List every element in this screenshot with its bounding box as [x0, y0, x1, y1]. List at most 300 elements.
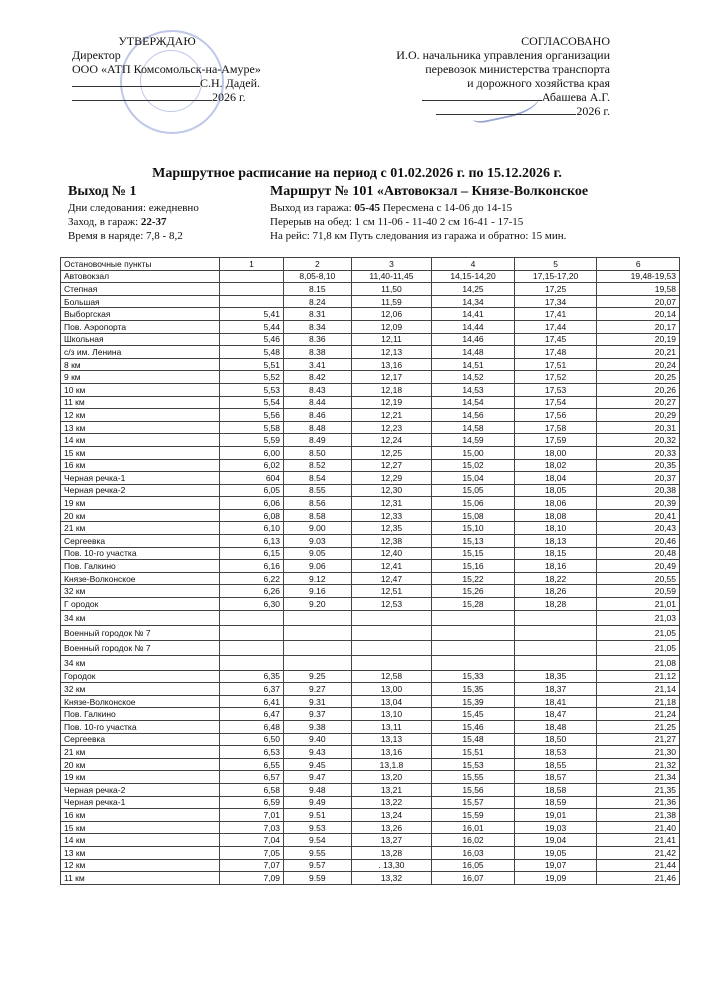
approve-org: ООО «АТП Комсомольск-на-Амуре»	[72, 62, 261, 76]
time-cell: 21,12	[597, 670, 680, 683]
stop-name: 34 км	[61, 610, 220, 625]
table-row	[61, 371, 680, 384]
time-cell: 13,32	[351, 872, 432, 885]
time-cell: 9.47	[284, 771, 352, 784]
time-cell: 20,55	[597, 572, 680, 585]
stop-name: 8 км	[61, 358, 220, 371]
time-cell: 12,58	[351, 670, 432, 683]
time-cell: 12,09	[351, 320, 432, 333]
time-cell	[284, 655, 352, 670]
table-row	[61, 509, 680, 522]
depart-info: Выход из гаража: 05-45 Пересмена с 14-06 до 14-15	[270, 202, 513, 214]
time-cell: 16,01	[432, 821, 515, 834]
time-cell: 15,16	[432, 560, 515, 573]
duration-info: Время в наряде: 7,8 - 8,2	[68, 230, 183, 242]
time-cell: 13,21	[351, 783, 432, 796]
time-cell: 21,41	[597, 834, 680, 847]
time-cell: 14,54	[432, 396, 515, 409]
time-cell: 14,53	[432, 383, 515, 396]
route-name: Маршрут № 101 «Автовокзал – Князе-Волконское	[270, 184, 589, 199]
stop-name: 32 км	[61, 683, 220, 696]
time-cell: 16,05	[432, 859, 515, 872]
time-cell: 21,44	[597, 859, 680, 872]
time-cell: 6,22	[220, 572, 284, 585]
stop-name: Пов. Галкино	[61, 560, 220, 573]
time-cell: 13,22	[351, 796, 432, 809]
time-cell: 5,46	[220, 333, 284, 346]
time-cell	[432, 640, 515, 655]
time-cell: 19,48-19,53	[597, 270, 680, 283]
table-row	[61, 834, 680, 847]
time-cell: 9.43	[284, 746, 352, 759]
table-row	[61, 333, 680, 346]
stop-name: 14 км	[61, 434, 220, 447]
time-cell: 20,49	[597, 560, 680, 573]
time-cell: 20,31	[597, 421, 680, 434]
time-cell: 17,48	[514, 346, 597, 359]
time-cell: 12,51	[351, 585, 432, 598]
time-cell: 15,35	[432, 683, 515, 696]
time-cell: 14,46	[432, 333, 515, 346]
time-cell: 12,47	[351, 572, 432, 585]
time-cell: 9.38	[284, 721, 352, 734]
time-cell: 20,21	[597, 346, 680, 359]
time-cell: 6,02	[220, 459, 284, 472]
time-cell: 14,52	[432, 371, 515, 384]
time-cell: 21,42	[597, 846, 680, 859]
time-cell: 21,46	[597, 872, 680, 885]
stop-name: 21 км	[61, 522, 220, 535]
exit-number: Выход № 1	[68, 184, 137, 199]
stop-name: Военный городок № 7	[61, 640, 220, 655]
table-row	[61, 535, 680, 548]
time-cell: 5,48	[220, 346, 284, 359]
time-cell: 20,37	[597, 472, 680, 485]
time-cell: 17,25	[514, 283, 597, 296]
stop-name: Большая	[61, 295, 220, 308]
stop-name: 19 км	[61, 497, 220, 510]
table-row	[61, 610, 680, 625]
time-cell: 19,07	[514, 859, 597, 872]
time-cell: 15,04	[432, 472, 515, 485]
time-cell: 18,41	[514, 695, 597, 708]
time-cell: 8.34	[284, 320, 352, 333]
time-cell: 18,48	[514, 721, 597, 734]
table-row	[61, 459, 680, 472]
time-cell: 18,47	[514, 708, 597, 721]
time-cell: 8.43	[284, 383, 352, 396]
time-cell: 15,46	[432, 721, 515, 734]
time-cell: 6,30	[220, 598, 284, 611]
time-cell: 9.20	[284, 598, 352, 611]
time-cell: 21,25	[597, 721, 680, 734]
header-trip-2: 2	[284, 258, 352, 271]
time-cell: 6,50	[220, 733, 284, 746]
time-cell: 7,03	[220, 821, 284, 834]
time-cell: 6,16	[220, 560, 284, 573]
time-cell: 21,27	[597, 733, 680, 746]
time-cell: 6,06	[220, 497, 284, 510]
time-cell: 20,25	[597, 371, 680, 384]
stop-name: 13 км	[61, 846, 220, 859]
time-cell: 18,08	[514, 509, 597, 522]
stop-name: Выборгская	[61, 308, 220, 321]
table-row	[61, 771, 680, 784]
time-cell: 18,04	[514, 472, 597, 485]
stop-name: 34 км	[61, 655, 220, 670]
time-cell: 19,09	[514, 872, 597, 885]
time-cell: 17,34	[514, 295, 597, 308]
time-cell: 18,15	[514, 547, 597, 560]
time-cell: 5,44	[220, 320, 284, 333]
table-row	[61, 484, 680, 497]
time-cell: 11,40-11,45	[351, 270, 432, 283]
stop-name: 19 км	[61, 771, 220, 784]
time-cell	[220, 625, 284, 640]
time-cell: 21,14	[597, 683, 680, 696]
time-cell: 18,05	[514, 484, 597, 497]
lunch-info: Перерыв на обед: 1 см 11-06 - 11-40 2 см 16-41 - 17-15	[270, 216, 524, 228]
table-row	[61, 846, 680, 859]
stop-name: Князе-Волконское	[61, 572, 220, 585]
time-cell	[351, 610, 432, 625]
time-cell	[351, 625, 432, 640]
time-cell: 18,57	[514, 771, 597, 784]
time-cell: 21,18	[597, 695, 680, 708]
time-cell: 12,29	[351, 472, 432, 485]
time-cell	[220, 283, 284, 296]
time-cell: 15,05	[432, 484, 515, 497]
time-cell: 9.12	[284, 572, 352, 585]
time-cell: 18,55	[514, 758, 597, 771]
stop-name: 20 км	[61, 509, 220, 522]
table-row	[61, 295, 680, 308]
header-trip-1: 1	[220, 258, 284, 271]
time-cell: 6,26	[220, 585, 284, 598]
agreement-block	[380, 34, 610, 118]
stop-name: Черная речка-2	[61, 484, 220, 497]
time-cell: 18,02	[514, 459, 597, 472]
time-cell: 6,47	[220, 708, 284, 721]
time-cell: 9.25	[284, 670, 352, 683]
time-cell: 15,57	[432, 796, 515, 809]
time-cell: 19,05	[514, 846, 597, 859]
header-trip-6: 6	[597, 258, 680, 271]
time-cell: 8.54	[284, 472, 352, 485]
time-cell: 18,22	[514, 572, 597, 585]
time-cell: 15,45	[432, 708, 515, 721]
stop-name: Городок	[61, 670, 220, 683]
time-cell: 17,52	[514, 371, 597, 384]
stop-name: 20 км	[61, 758, 220, 771]
schedule-table	[60, 257, 680, 885]
time-cell	[220, 655, 284, 670]
time-cell	[351, 640, 432, 655]
time-cell	[284, 625, 352, 640]
header-stops: Остановочные пункты	[61, 258, 220, 271]
time-cell: 8.31	[284, 308, 352, 321]
time-cell: 12,19	[351, 396, 432, 409]
time-cell: 20,14	[597, 308, 680, 321]
table-row	[61, 796, 680, 809]
time-cell: 13,27	[351, 834, 432, 847]
time-cell	[284, 610, 352, 625]
header-trip-3: 3	[351, 258, 432, 271]
time-cell: 21,35	[597, 783, 680, 796]
time-cell: 9.37	[284, 708, 352, 721]
stop-name: 11 км	[61, 396, 220, 409]
table-header-row	[61, 258, 680, 271]
time-cell: 12,18	[351, 383, 432, 396]
time-cell: 9.03	[284, 535, 352, 548]
time-cell: 9.00	[284, 522, 352, 535]
table-body	[61, 270, 680, 884]
time-cell: 9.05	[284, 547, 352, 560]
time-cell: 14,48	[432, 346, 515, 359]
time-cell: 20,32	[597, 434, 680, 447]
time-cell: 20,43	[597, 522, 680, 535]
time-cell: 20,38	[597, 484, 680, 497]
time-cell: 9.51	[284, 809, 352, 822]
stop-name: Пов. Галкино	[61, 708, 220, 721]
time-cell: 5,41	[220, 308, 284, 321]
time-cell: 6,15	[220, 547, 284, 560]
stop-name: Черная речка-2	[61, 783, 220, 796]
time-cell: 20,39	[597, 497, 680, 510]
stop-name: 14 км	[61, 834, 220, 847]
stop-name: 16 км	[61, 459, 220, 472]
time-cell: 18,58	[514, 783, 597, 796]
time-cell: 7,09	[220, 872, 284, 885]
time-cell: 20,27	[597, 396, 680, 409]
time-cell: 21,34	[597, 771, 680, 784]
time-cell: 5,58	[220, 421, 284, 434]
time-cell: 13,28	[351, 846, 432, 859]
approval-block	[72, 34, 322, 104]
table-row	[61, 409, 680, 422]
table-row	[61, 358, 680, 371]
time-cell: 18,28	[514, 598, 597, 611]
time-cell: 17,58	[514, 421, 597, 434]
stop-name: Пов. 10-го участка	[61, 721, 220, 734]
table-row	[61, 434, 680, 447]
time-cell: 21,24	[597, 708, 680, 721]
time-cell: 21,36	[597, 796, 680, 809]
time-cell: 17,44	[514, 320, 597, 333]
time-cell: 8.56	[284, 497, 352, 510]
table-row	[61, 809, 680, 822]
time-cell: 12,06	[351, 308, 432, 321]
time-cell: 17,45	[514, 333, 597, 346]
page-title: Маршрутное расписание на период с 01.02.2026 г. по 15.12.2026 г.	[152, 166, 562, 181]
time-cell: 12,25	[351, 446, 432, 459]
table-row	[61, 695, 680, 708]
time-cell: 12,27	[351, 459, 432, 472]
stop-name: Пов. 10-го участка	[61, 547, 220, 560]
time-cell: 8.36	[284, 333, 352, 346]
time-cell: 13,13	[351, 733, 432, 746]
time-cell: 13,11	[351, 721, 432, 734]
time-cell: 17,53	[514, 383, 597, 396]
time-cell: 9.27	[284, 683, 352, 696]
time-cell: 604	[220, 472, 284, 485]
table-row	[61, 670, 680, 683]
time-cell: 5,51	[220, 358, 284, 371]
table-row	[61, 721, 680, 734]
time-cell: 8.58	[284, 509, 352, 522]
time-cell: 15,08	[432, 509, 515, 522]
time-cell: . 13,30	[351, 859, 432, 872]
time-cell: 8.46	[284, 409, 352, 422]
time-cell: 20,48	[597, 547, 680, 560]
time-cell: 9.45	[284, 758, 352, 771]
time-cell: 19,58	[597, 283, 680, 296]
time-cell: 7,01	[220, 809, 284, 822]
trip-info: На рейс: 71,8 км Путь следования из гаража и обратно: 15 мин.	[270, 230, 567, 242]
time-cell: 17,41	[514, 308, 597, 321]
time-cell: 6,41	[220, 695, 284, 708]
stop-name: 32 км	[61, 585, 220, 598]
time-cell: 9.59	[284, 872, 352, 885]
time-cell: 14,56	[432, 409, 515, 422]
table-row	[61, 547, 680, 560]
time-cell: 21,05	[597, 640, 680, 655]
stop-name: 12 км	[61, 859, 220, 872]
time-cell: 18,13	[514, 535, 597, 548]
time-cell: 6,10	[220, 522, 284, 535]
time-cell: 8.38	[284, 346, 352, 359]
time-cell: 12,21	[351, 409, 432, 422]
time-cell: 11,59	[351, 295, 432, 308]
approve-name: С.Н. Дадей.	[200, 76, 261, 90]
time-cell: 18,59	[514, 796, 597, 809]
stop-name: Военный городок № 7	[61, 625, 220, 640]
time-cell: 14,25	[432, 283, 515, 296]
time-cell: 13,26	[351, 821, 432, 834]
stop-name: 9 км	[61, 371, 220, 384]
time-cell: 20,35	[597, 459, 680, 472]
time-cell: 6,59	[220, 796, 284, 809]
time-cell: 6,48	[220, 721, 284, 734]
time-cell: 8.42	[284, 371, 352, 384]
time-cell: 18,37	[514, 683, 597, 696]
time-cell: 6,37	[220, 683, 284, 696]
stop-name: с/з им. Ленина	[61, 346, 220, 359]
time-cell: 19,01	[514, 809, 597, 822]
time-cell: 21,01	[597, 598, 680, 611]
time-cell: 12,38	[351, 535, 432, 548]
time-cell: 17,54	[514, 396, 597, 409]
time-cell: 5,53	[220, 383, 284, 396]
time-cell: 11,50	[351, 283, 432, 296]
time-cell: 18,35	[514, 670, 597, 683]
stop-name: 13 км	[61, 421, 220, 434]
time-cell: 12,41	[351, 560, 432, 573]
table-row	[61, 522, 680, 535]
table-row	[61, 560, 680, 573]
agree-year: 2026 г.	[576, 104, 610, 118]
table-row	[61, 859, 680, 872]
time-cell: 6,53	[220, 746, 284, 759]
stop-name: 21 км	[61, 746, 220, 759]
table-row	[61, 270, 680, 283]
time-cell: 8.52	[284, 459, 352, 472]
time-cell: 12,23	[351, 421, 432, 434]
time-cell: 18,26	[514, 585, 597, 598]
time-cell: 3.41	[284, 358, 352, 371]
table-row	[61, 308, 680, 321]
time-cell: 15,00	[432, 446, 515, 459]
time-cell: 14,51	[432, 358, 515, 371]
stop-name: 15 км	[61, 446, 220, 459]
time-cell: 5,59	[220, 434, 284, 447]
table-row	[61, 733, 680, 746]
time-cell	[220, 270, 284, 283]
time-cell	[514, 625, 597, 640]
time-cell: 21,05	[597, 625, 680, 640]
time-cell	[432, 625, 515, 640]
time-cell: 6,55	[220, 758, 284, 771]
table-row	[61, 346, 680, 359]
time-cell: 9.57	[284, 859, 352, 872]
time-cell: 12,35	[351, 522, 432, 535]
time-cell: 8,05-8,10	[284, 270, 352, 283]
table-row	[61, 758, 680, 771]
time-cell: 15,51	[432, 746, 515, 759]
stop-name: 12 км	[61, 409, 220, 422]
time-cell: 13,04	[351, 695, 432, 708]
time-cell	[514, 655, 597, 670]
time-cell: 13,10	[351, 708, 432, 721]
time-cell: 20,33	[597, 446, 680, 459]
time-cell: 6,57	[220, 771, 284, 784]
time-cell: 9.53	[284, 821, 352, 834]
time-cell: 21,30	[597, 746, 680, 759]
time-cell: 15,06	[432, 497, 515, 510]
time-cell: 20,26	[597, 383, 680, 396]
return-info: Заход, в гараж: 22-37	[68, 216, 167, 228]
time-cell: 15,22	[432, 572, 515, 585]
time-cell: 9.55	[284, 846, 352, 859]
table-row	[61, 683, 680, 696]
time-cell: 14,34	[432, 295, 515, 308]
time-cell: 8.44	[284, 396, 352, 409]
time-cell: 18,53	[514, 746, 597, 759]
time-cell: 15,13	[432, 535, 515, 548]
table-row	[61, 821, 680, 834]
time-cell: 8.24	[284, 295, 352, 308]
time-cell: 9.06	[284, 560, 352, 573]
stop-name: Школьная	[61, 333, 220, 346]
stop-name: Г ородок	[61, 598, 220, 611]
time-cell: 9.48	[284, 783, 352, 796]
time-cell	[432, 655, 515, 670]
time-cell: 8.50	[284, 446, 352, 459]
time-cell: 15,48	[432, 733, 515, 746]
time-cell: 15,28	[432, 598, 515, 611]
time-cell: 13,00	[351, 683, 432, 696]
time-cell	[220, 295, 284, 308]
time-cell: 6,58	[220, 783, 284, 796]
header-trip-4: 4	[432, 258, 515, 271]
stop-name: 15 км	[61, 821, 220, 834]
time-cell: 9.16	[284, 585, 352, 598]
time-cell: 9.54	[284, 834, 352, 847]
stop-name: Сергеевка	[61, 733, 220, 746]
time-cell: 6,13	[220, 535, 284, 548]
table-row	[61, 472, 680, 485]
stop-name: Степная	[61, 283, 220, 296]
